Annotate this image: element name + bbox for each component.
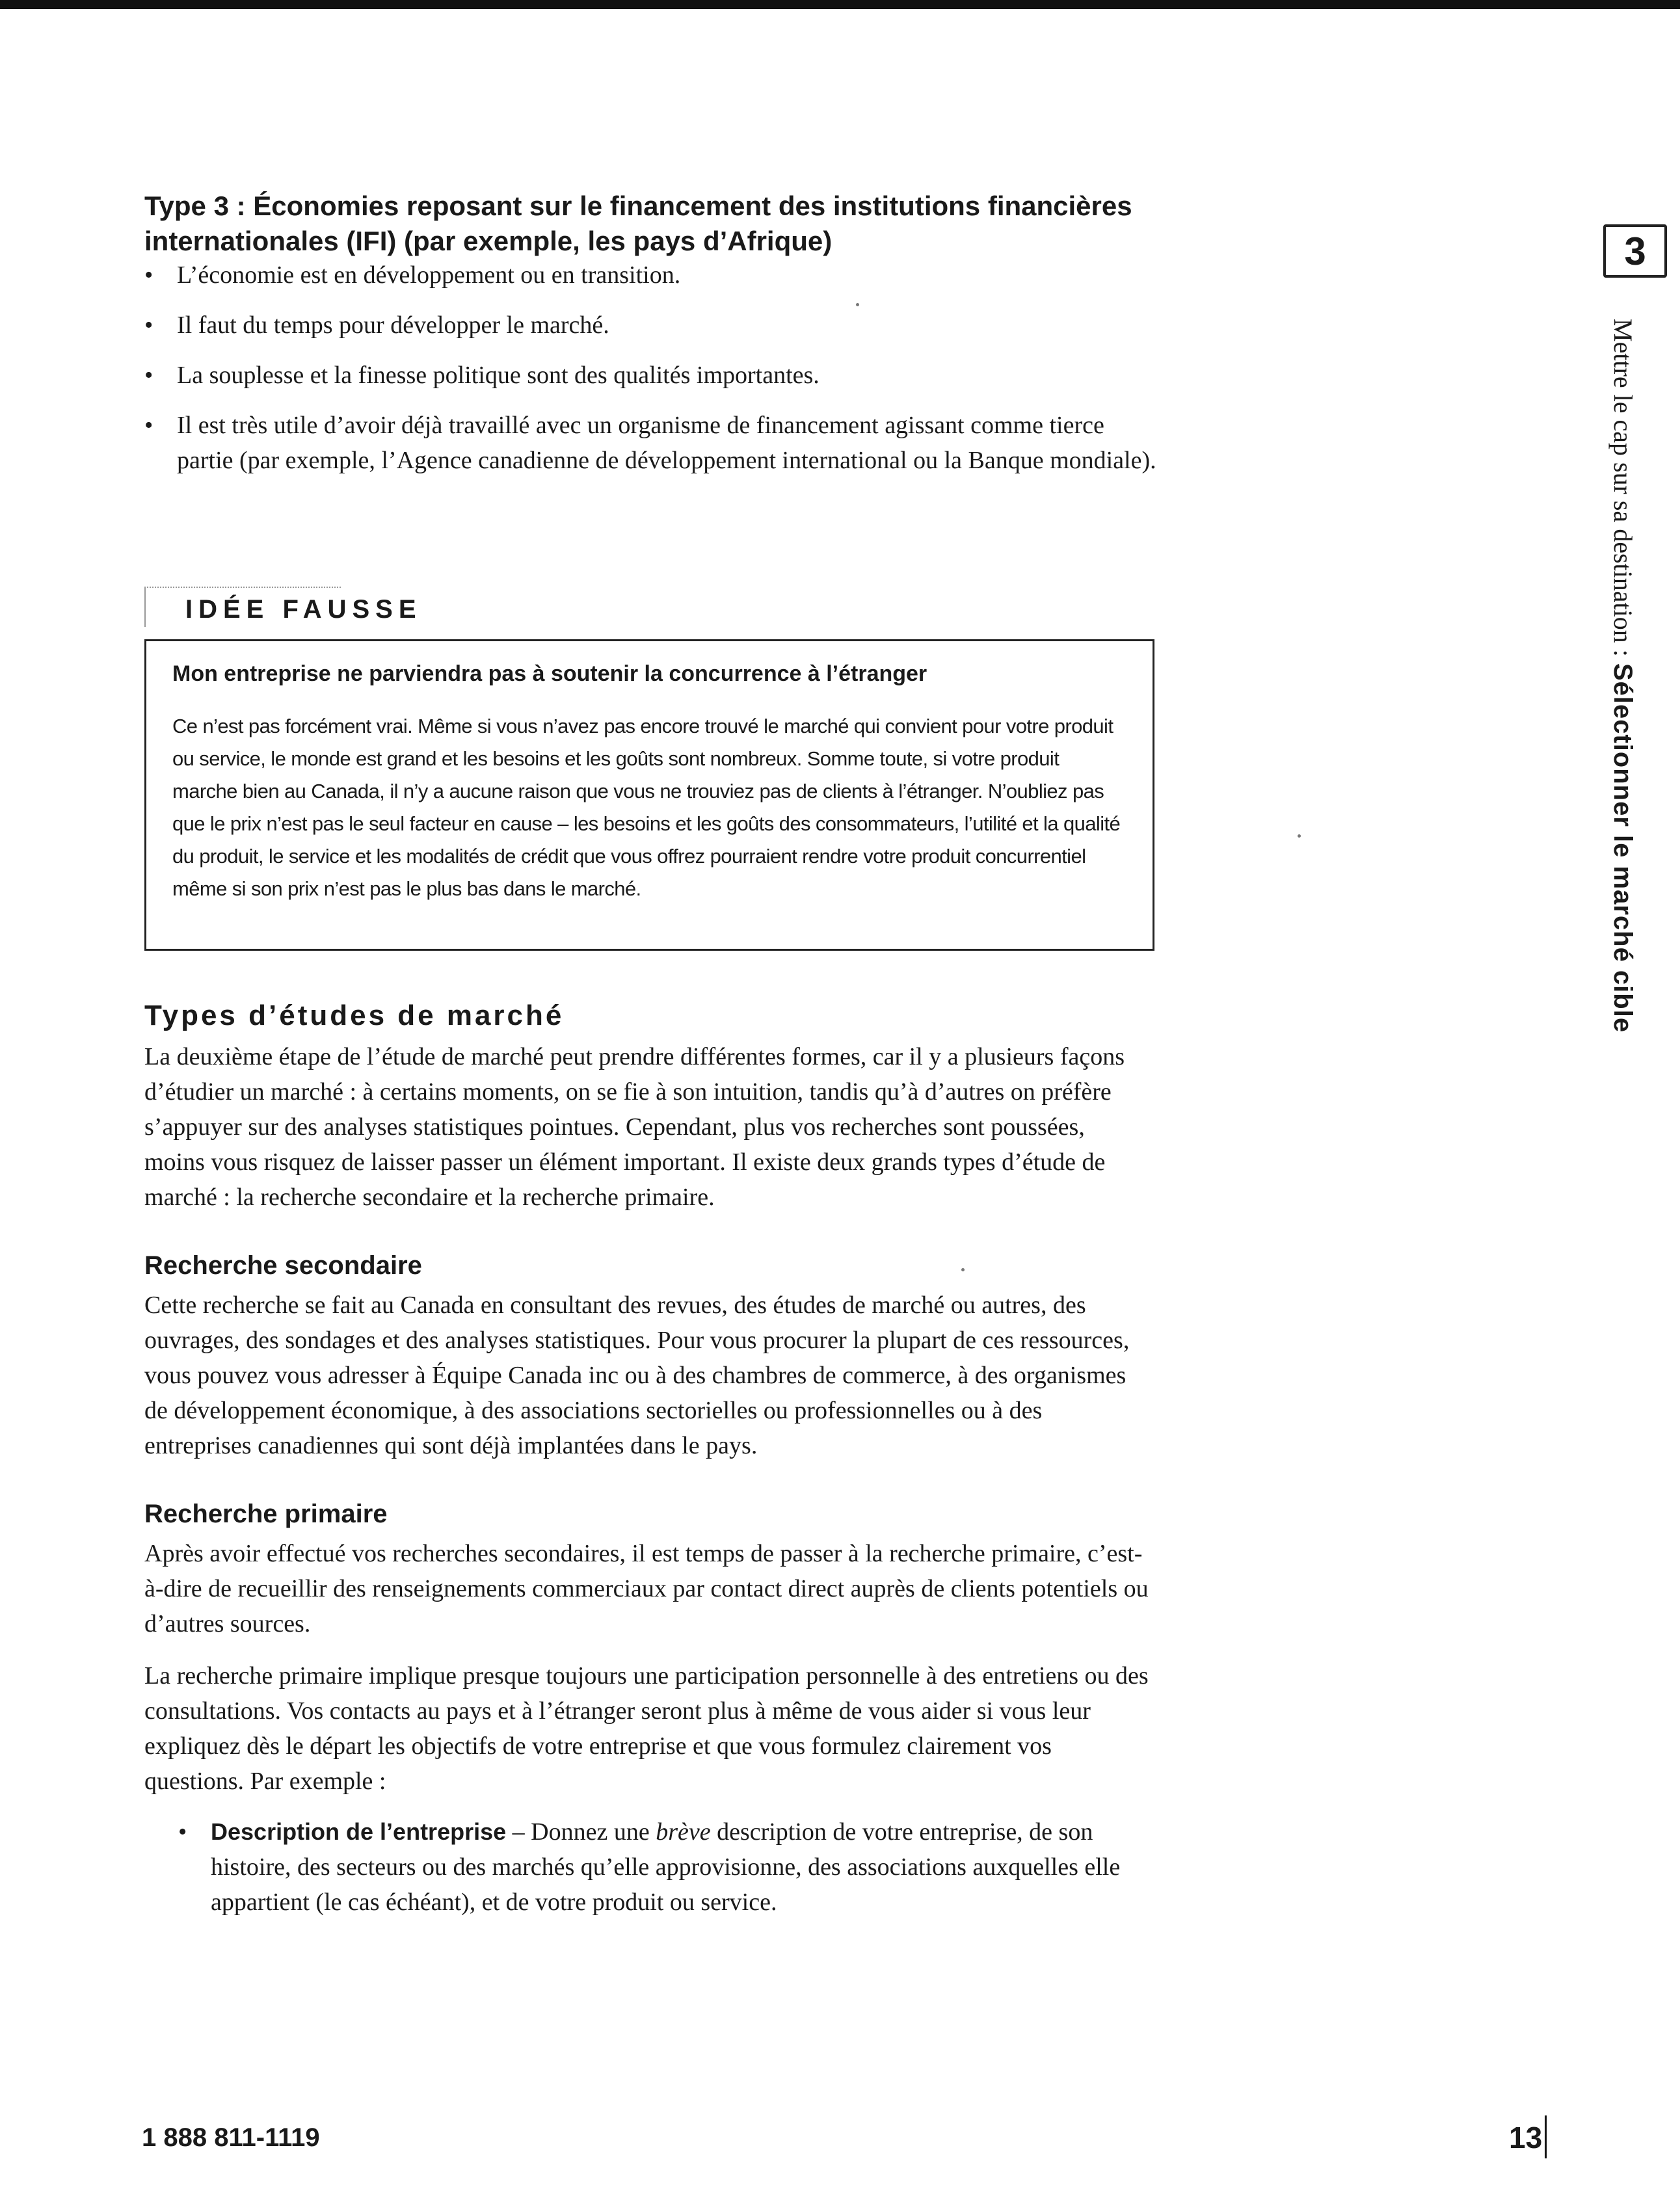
list-item: • Il faut du temps pour développer le marché.	[144, 308, 1159, 343]
bullet-emphasis: brève	[656, 1818, 711, 1846]
top-border	[0, 0, 1680, 9]
secondary-heading: Recherche secondaire	[144, 1251, 422, 1280]
page-number-rule	[1545, 2115, 1547, 2158]
myth-body: Ce n’est pas forcément vrai. Même si vous n’avez pas encore trouvé le marché qui convient pour votre produit ou service, le monde est grand et les besoins et les goûts sont nombreux. Somme toute, si votre produit marche bien au Canada, il n’y a aucune raison que vous ne trouviez pas de clients à l’étranger. N’oubliez pas que le prix n’est pas le seul facteur en cause – les besoins et les goûts des consommateurs, l’utilité et la qualité du produit, le service et les modalités de crédit que vous offrez pourraient rendre votre produit concurrentiel même si son prix n’est pas le plus bas dans le marché.	[172, 715, 1121, 900]
primary-paragraph-2: La recherche primaire implique presque toujours une participation personnelle à des entretiens ou des consultations. Vos contacts au pays et à l’étranger seront plus à même de vous aider si vous leur expliquez dès le départ les objectifs de votre entreprise et que vous formulez clairement vos questions. Par exemple :	[144, 1662, 1149, 1795]
secondary-paragraph: Cette recherche se fait au Canada en consultant des revues, des études de marché ou autres, des ouvrages, des sondages et des analyses statistiques. Pour vous procurer la plupart de ces ressources, vous pouvez vous adresser à Équipe Canada inc ou à des chambres de commerce, à des organismes de développement économique, à des associations sectorielles ou professionnelles ou à des entreprises canadiennes qui sont déjà implantées dans le pays.	[144, 1292, 1130, 1459]
bullet-dash: – Donnez une	[506, 1818, 656, 1846]
myth-label: IDÉE FAUSSE	[185, 595, 422, 624]
type3-bullet-list	[144, 258, 1159, 493]
scan-speck	[961, 1268, 965, 1271]
footer-phone: 1 888 811-1119	[142, 2123, 320, 2152]
page-number: 13	[1509, 2121, 1543, 2154]
primary-bullet-list	[178, 1814, 1154, 1920]
list-item: • L’économie est en développement ou en transition.	[144, 258, 1159, 293]
list-item	[178, 1814, 1154, 1920]
scan-speck	[1298, 834, 1301, 838]
chapter-number-badge: 3	[1603, 224, 1667, 278]
scan-speck	[856, 303, 859, 306]
primary-heading: Recherche primaire	[144, 1500, 388, 1528]
myth-title: Mon entreprise ne parviendra pas à soutenir la concurrence à l’étranger	[172, 661, 927, 686]
list-item: • La souplesse et la finesse politique sont des qualités importantes.	[144, 358, 1159, 393]
sidebar-title-main: Sélectionner le marché cible	[1608, 663, 1637, 1033]
bullet-rest: description de votre entreprise, de son histoire, des secteurs ou des marchés qu’elle approvisionne, des associations auxquelles elle appartient (le cas échéant), et de votre produit ou service.	[211, 1818, 1121, 1916]
types-heading: Types d’études de marché	[144, 1000, 565, 1031]
list-item: • Il est très utile d’avoir déjà travaillé avec un organisme de financement agissant comme tierce partie (par exemple, l’Agence canadienne de développement international ou la Banque mondiale).	[144, 408, 1159, 478]
sidebar-chapter-title	[1600, 319, 1646, 1125]
types-paragraph: La deuxième étape de l’étude de marché peut prendre différentes formes, car il y a plusieurs façons d’étudier un marché : à certains moments, on se fie à son intuition, tandis qu’à d’autres on préfère s’appuyer sur des analyses statistiques pointues. Cependant, plus vos recherches sont poussées, moins vous risquez de laisser passer un élément important. Il existe deux grands types d’étude de marché : la recherche secondaire et la recherche primaire.	[144, 1043, 1125, 1211]
primary-paragraph-1: Après avoir effectué vos recherches secondaires, il est temps de passer à la recherche primaire, c’est-à-dire de recueillir des renseignements commerciaux par contact direct auprès de clients potentiels ou d’autres sources.	[144, 1540, 1149, 1637]
type3-heading: Type 3 : Économies reposant sur le financement des institutions financières internationales (IFI) (par exemple, les pays d’Afrique)	[144, 191, 1132, 256]
bullet-term: Description de l’entreprise	[211, 1818, 507, 1845]
sidebar-title-prefix: Mettre le cap sur sa destination :	[1608, 319, 1638, 663]
